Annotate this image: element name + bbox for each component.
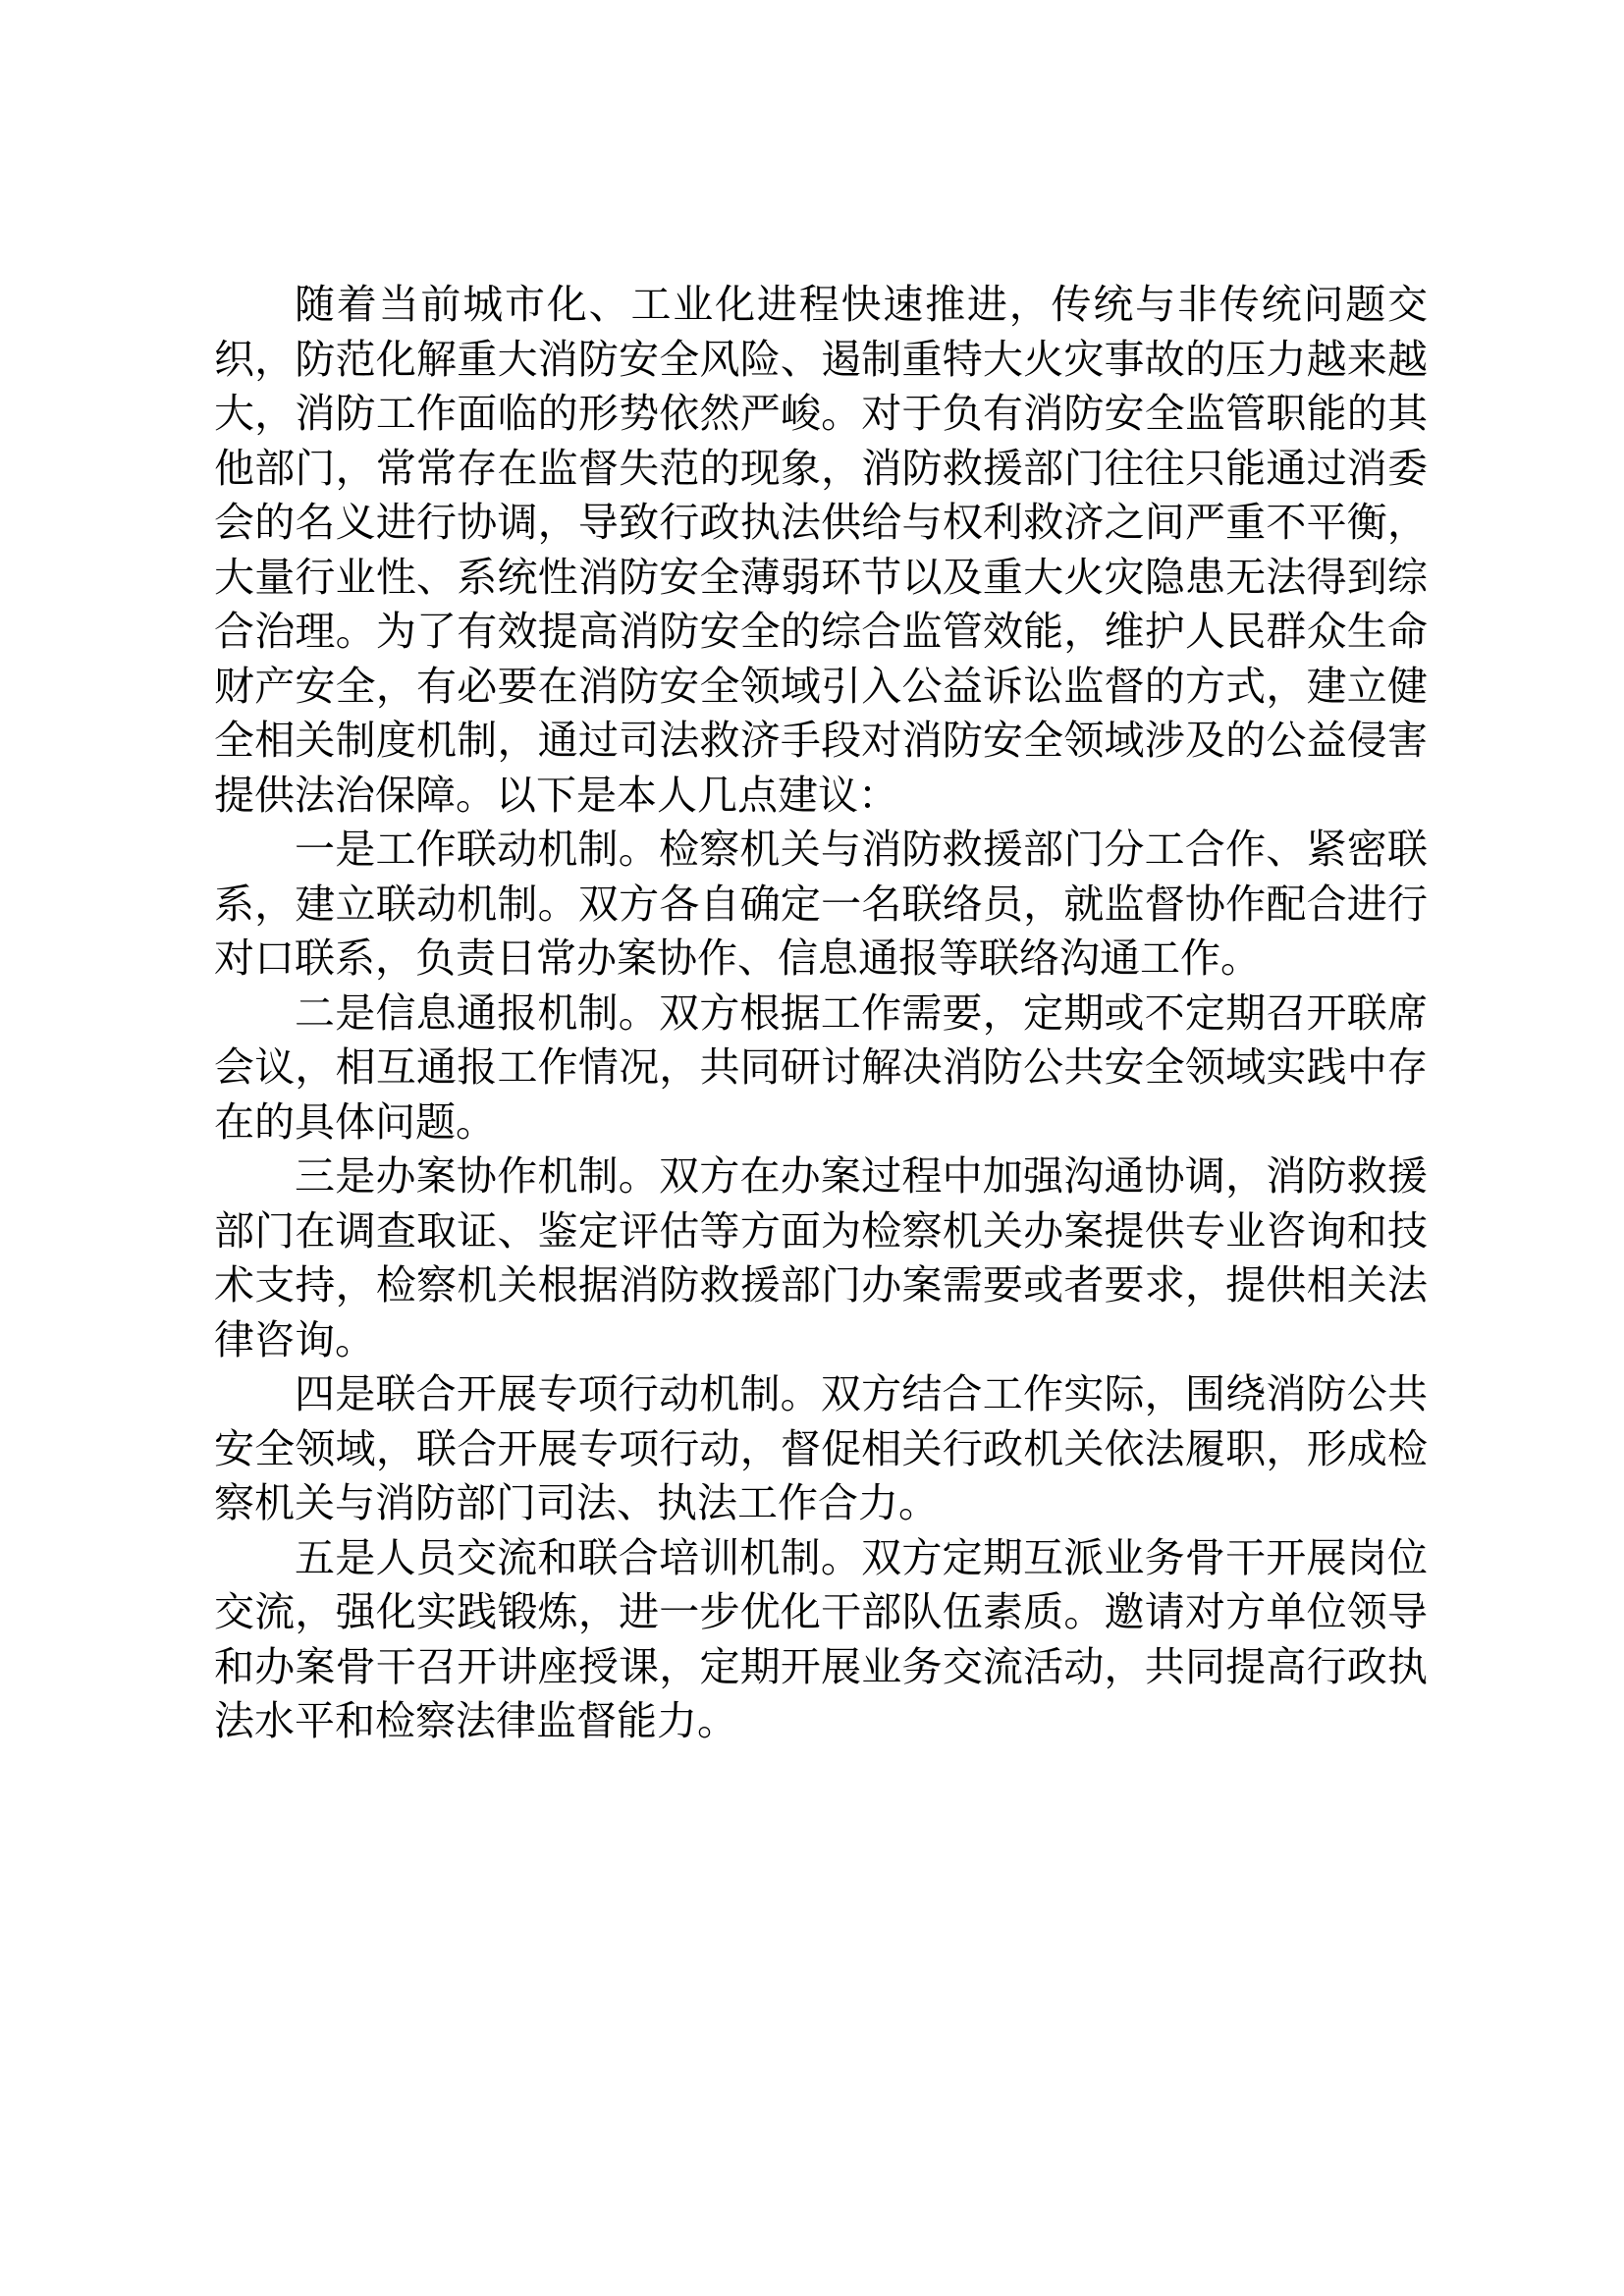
intro-paragraph: 随着当前城市化、工业化进程快速推进，传统与非传统问题交织，防范化解重大消防安全风险、遏制重特大火灾事故的压力越来越大，消防工作面临的形势依然严峻。对于负有消防安全监管职能的其他部门，常常存在监督失范的现象，消防救援部门往往只能通过消委会的名义进行协调，导致行政执法供给与权利救济之间严重不平衡，大量行业性、系统性消防安全薄弱环节以及重大火灾隐患无法得到综合治理。为了有效提高消防安全的综合监管效能，维护人民群众生命财产安全，有必要在消防安全领域引入公益诉讼监督的方式，建立健全相关制度机制，通过司法救济手段对消防安全领域涉及的公益侵害提供法治保障。以下是本人几点建议：: [214, 281, 1428, 819]
paragraph-info-notification: 二是信息通报机制。双方根据工作需要，定期或不定期召开联席会议，相互通报工作情况，共同研讨解决消防公共安全领域实践中存在的具体问题。: [214, 988, 1428, 1146]
paragraph-case-cooperation: 三是办案协作机制。双方在办案过程中加强沟通协调，消防救援部门在调查取证、鉴定评估等方面为检察机关办案提供专业咨询和技术支持，检察机关根据消防救援部门办案需要或者要求，提供相关法律咨询。: [214, 1152, 1428, 1363]
paragraph-joint-special-action: 四是联合开展专项行动机制。双方结合工作实际，围绕消防公共安全领域，联合开展专项行动，督促相关行政机关依法履职，形成检察机关与消防部门司法、执法工作合力。: [214, 1370, 1428, 1526]
paragraph-work-linkage: 一是工作联动机制。检察机关与消防救援部门分工合作、紧密联系，建立联动机制。双方各自确定一名联络员，就监督协作配合进行对口联系，负责日常办案协作、信息通报等联络沟通工作。: [214, 826, 1428, 982]
paragraph-personnel-exchange: 五是人员交流和联合培训机制。双方定期互派业务骨干开展岗位交流，强化实践锻炼，进一步优化干部队伍素质。邀请对方单位领导和办案骨干召开讲座授课，定期开展业务交流活动，共同提高行政执法水平和检察法律监督能力。: [214, 1533, 1428, 1744]
document-body: [214, 278, 1428, 1749]
